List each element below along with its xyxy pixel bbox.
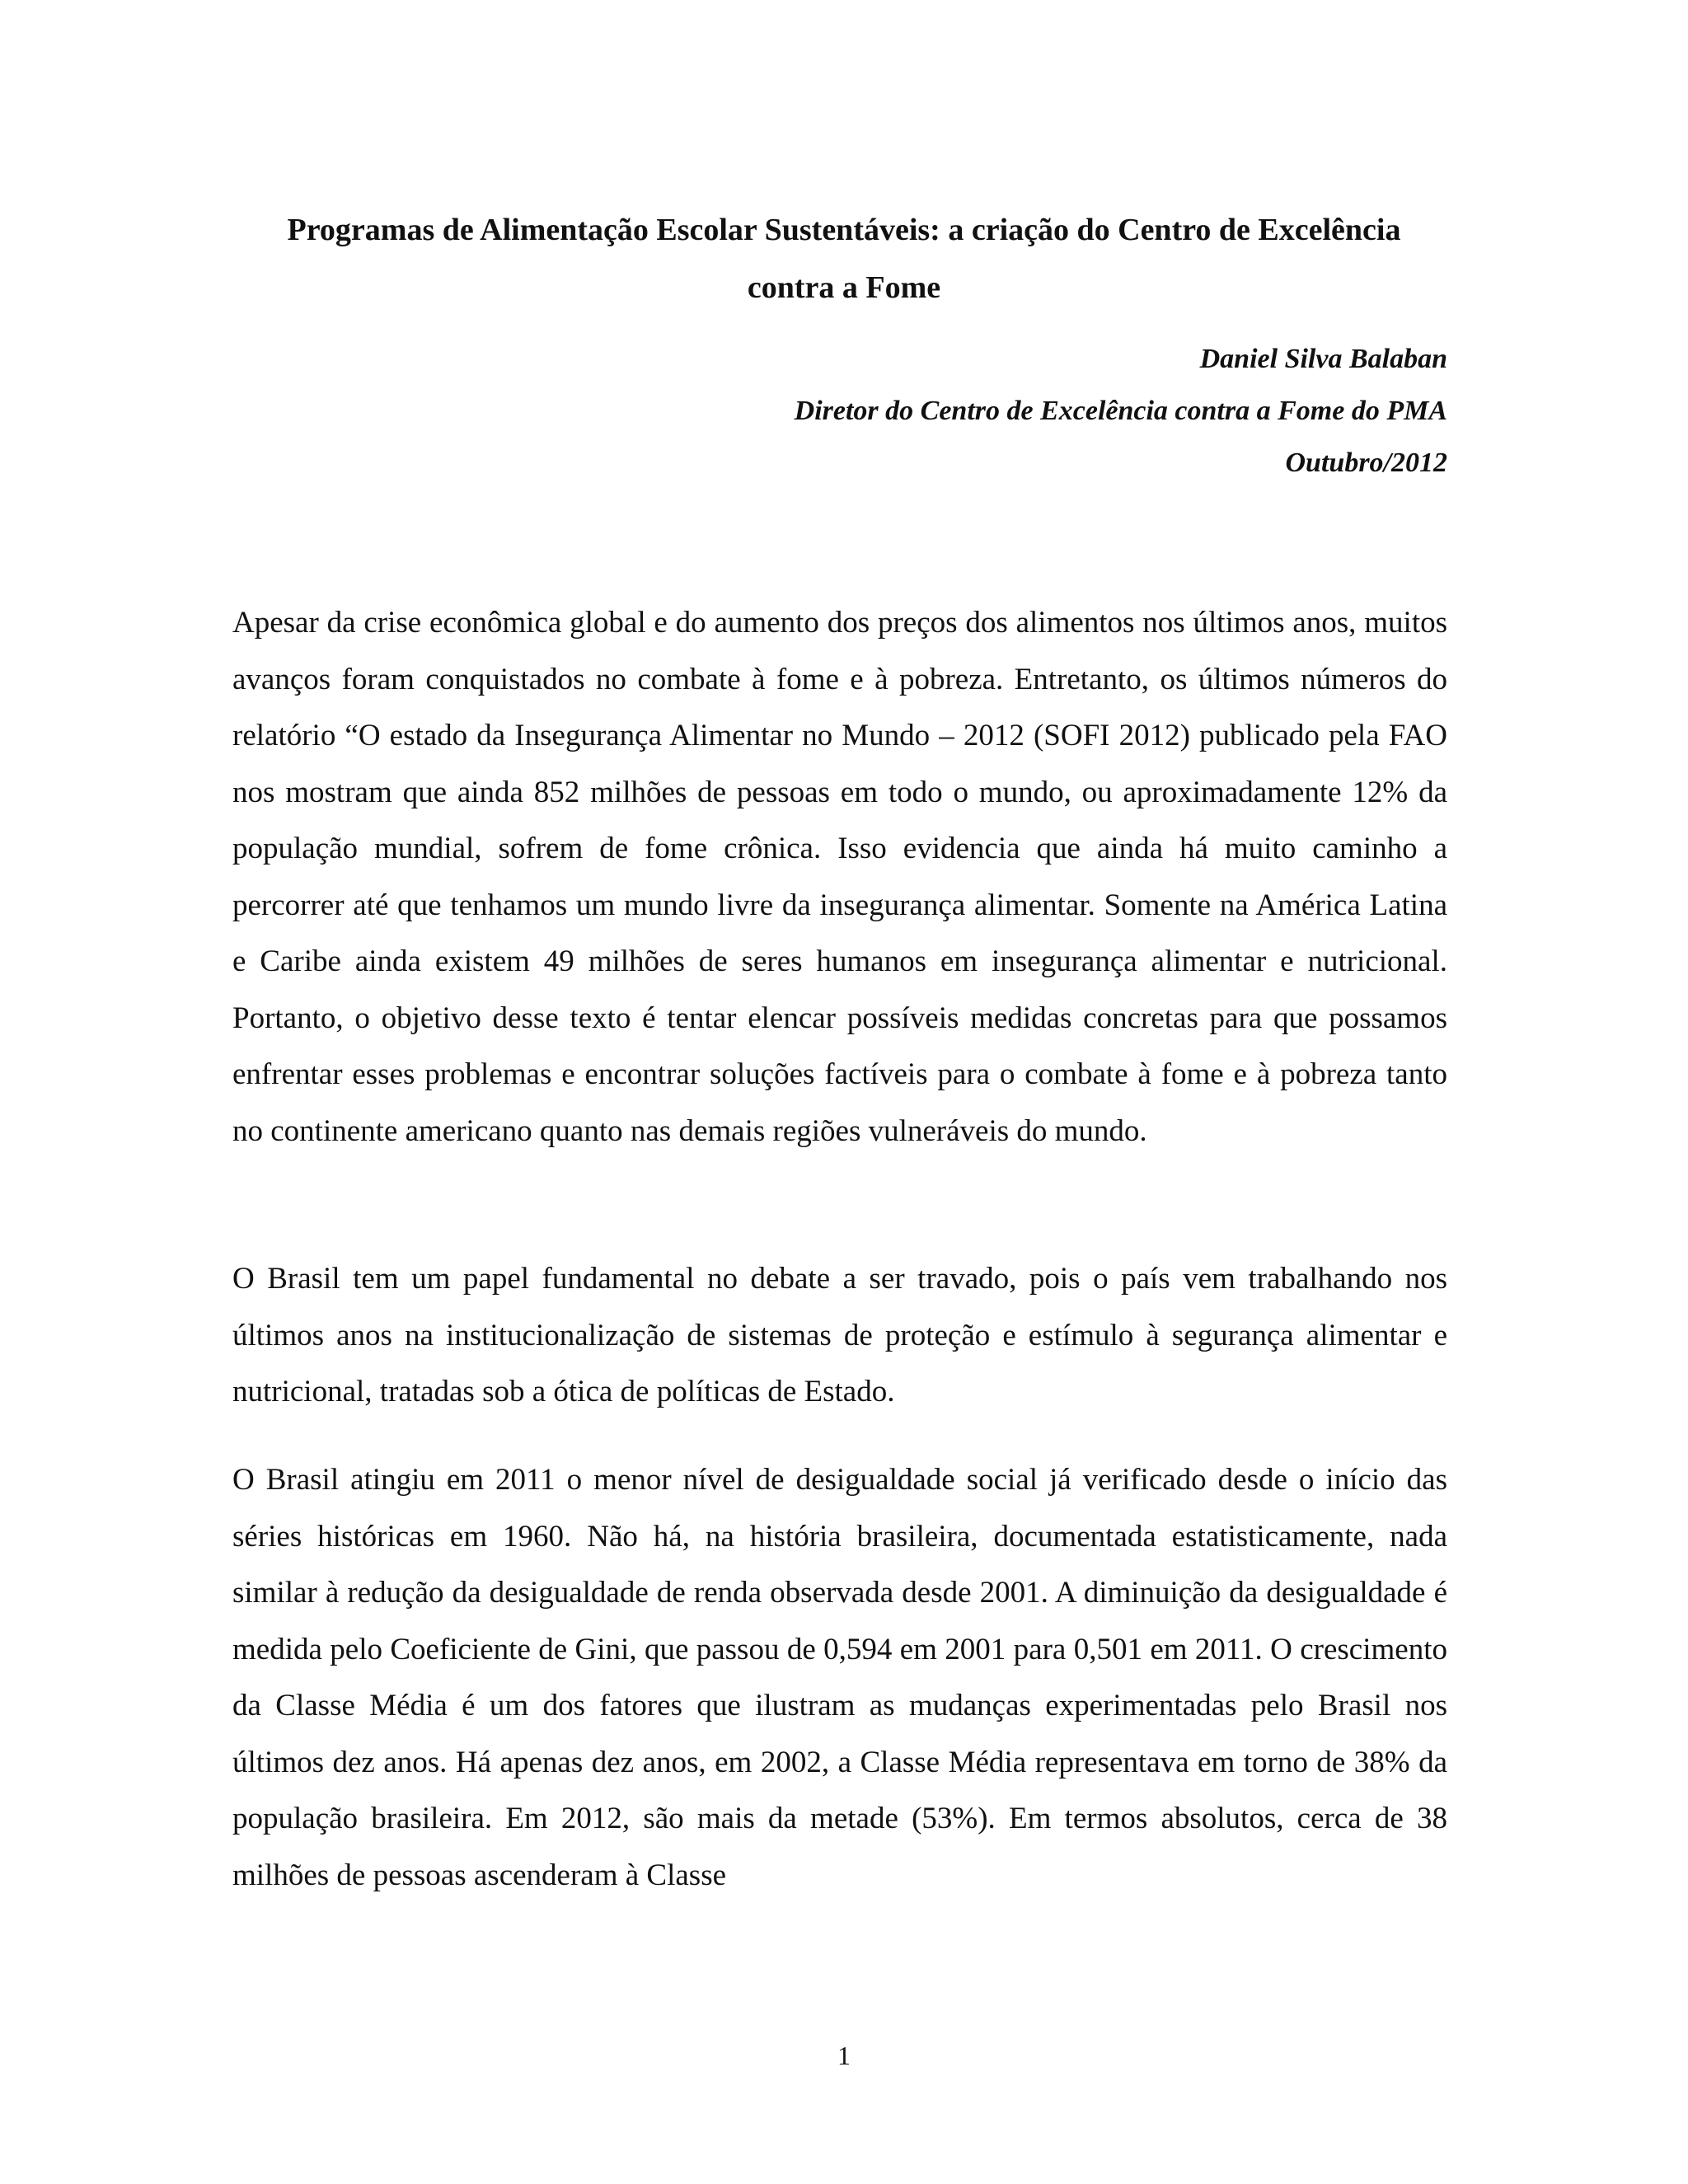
page-number: 1 [837, 2041, 851, 2070]
document-title-line-1: Programas de Alimentação Escolar Sustentáveis: a criação do Centro de Excelência [287, 213, 1401, 247]
publication-date: Outubro/2012 [1285, 448, 1447, 478]
body-paragraph-3: O Brasil atingiu em 2011 o menor nível de desigualdade social já verificado desde o início das séries históricas em 1960. Não há, na história brasileira, documentada estatisticamente, nada similar à redução da desigualdade de renda observada desde 2001. A diminuição da desigualdade é medida pelo Coeficiente de Gini, que passou de 0,594 em 2001 para 0,501 em 2011. O crescimento da Classe Média é um dos fatores que ilustram as mudanças experimentadas pelo Brasil nos últimos dez anos. Há apenas dez anos, em 2002, a Classe Média representava em torno de 38% da população brasileira. Em 2012, são mais da metade (53%). Em termos absolutos, cerca de 38 milhões de pessoas ascenderam à Classe [232, 1463, 1447, 1892]
body-paragraph-2: O Brasil tem um papel fundamental no debate a ser travado, pois o país vem trabalhando nos últimos anos na institucionalização de sistemas de proteção e estímulo à segurança alimentar e nutricional, tratadas sob a ótica de políticas de Estado. [232, 1262, 1447, 1408]
body-paragraph-1: Apesar da crise econômica global e do aumento dos preços dos alimentos nos últimos anos, muitos avanços foram conquistados no combate à fome e à pobreza. Entretanto, os últimos números do relatório “O estado da Insegurança Alimentar no Mundo – 2012 (SOFI 2012) publicado pela FAO nos mostram que ainda 852 milhões de pessoas em todo o mundo, ou aproximadamente 12% da população mundial, sofrem de fome crônica. Isso evidencia que ainda há muito caminho a percorrer até que tenhamos um mundo livre da insegurança alimentar. Somente na América Latina e Caribe ainda existem 49 milhões de seres humanos em insegurança alimentar e nutricional. Portanto, o objetivo desse texto é tentar elencar possíveis medidas concretas para que possamos enfrentar esses problemas e encontrar soluções factíveis para o combate à fome e à pobreza tanto no continente americano quanto nas demais regiões vulneráveis do mundo. [232, 606, 1447, 1148]
author-role: Diretor do Centro de Excelência contra a Fome do PMA [794, 396, 1447, 426]
document-title-line-2: contra a Fome [747, 270, 941, 305]
author-name: Daniel Silva Balaban [1199, 344, 1447, 374]
